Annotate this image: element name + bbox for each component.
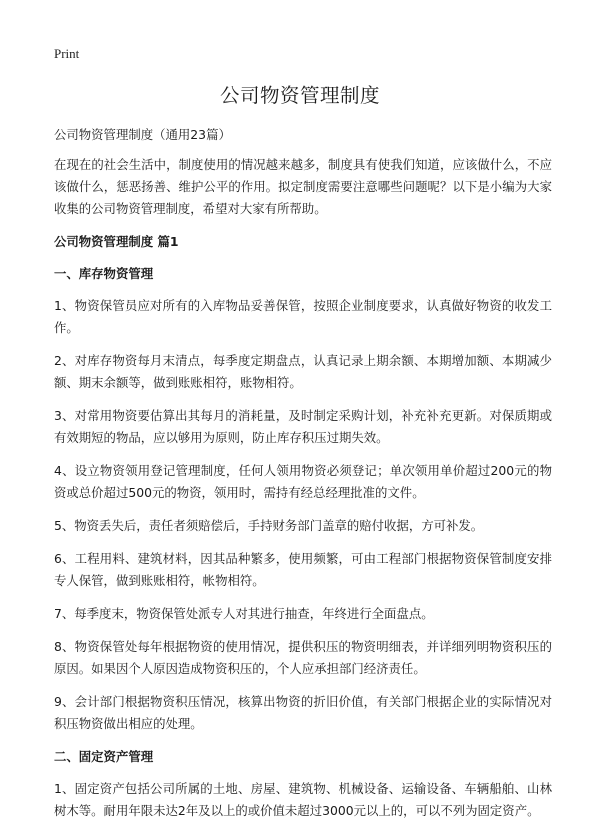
list-item: 5、物资丢失后，责任者须赔偿后，手持财务部门盖章的赔付收据，方可补发。 bbox=[54, 518, 484, 533]
list-item: 4、设立物资领用登记管理制度，任何人领用物资必须登记；单次领用单价超过200元的物资或总价超过500元的物资，领用时，需持有经总经理批准的文件。 bbox=[54, 463, 552, 500]
list-item: 2、对库存物资每月末清点，每季度定期盘点，认真记录上期余额、本期增加额、本期减少额、期末余额等，做到账账相符，账物相符。 bbox=[54, 353, 552, 390]
list-item: 8、物资保管处每年根据物资的使用情况，提供积压的物资明细表，并详细列明物资积压的原因。如果因个人原因造成物资积压的，个人应承担部门经济责任。 bbox=[54, 639, 552, 676]
section-heading-inventory: 一、库存物资管理 bbox=[54, 266, 154, 281]
list-item: 7、每季度末，物资保管处派专人对其进行抽查，年终进行全面盘点。 bbox=[54, 606, 434, 621]
document-body bbox=[54, 124, 552, 833]
page-title: 公司物资管理制度 bbox=[219, 84, 380, 107]
print-link[interactable]: Print bbox=[54, 46, 80, 61]
list-item: 1、物资保管员应对所有的入库物品妥善保管，按照企业制度要求，认真做好物资的收发工作。 bbox=[54, 298, 552, 335]
article-heading: 公司物资管理制度 篇1 bbox=[54, 234, 179, 249]
list-item: 3、对常用物资要估算出其每月的消耗量，及时制定采购计划，补充补充更新。对保质期或有效期短的物品，应以够用为原则，防止库存积压过期失效。 bbox=[54, 408, 552, 445]
intro-paragraph: 在现在的社会生活中，制度使用的情况越来越多，制度具有使我们知道，应该做什么，不应该做什么，惩恶扬善、维护公平的作用。拟定制度需要注意哪些问题呢？以下是小编为大家收集的公司物资管理制度，希望对大家有所帮助。 bbox=[54, 157, 552, 216]
section-heading-fixed-assets: 二、固定资产管理 bbox=[54, 749, 154, 764]
document-subtitle: 公司物资管理制度（通用23篇） bbox=[54, 127, 231, 142]
list-item: 1、固定资产包括公司所属的土地、房屋、建筑物、机械设备、运输设备、车辆船舶、山林树木等。耐用年限未达2年及以上的或价值未超过3000元以上的，可以不列为固定资产。 bbox=[54, 781, 552, 818]
list-item: 6、工程用料、建筑材料，因其品种繁多，使用频繁，可由工程部门根据物资保管制度安排专人保管，做到账账相符，帐物相符。 bbox=[54, 551, 552, 588]
list-item: 9、会计部门根据物资积压情况，核算出物资的折旧价值，有关部门根据企业的实际情况对积压物资做出相应的处理。 bbox=[54, 694, 552, 731]
